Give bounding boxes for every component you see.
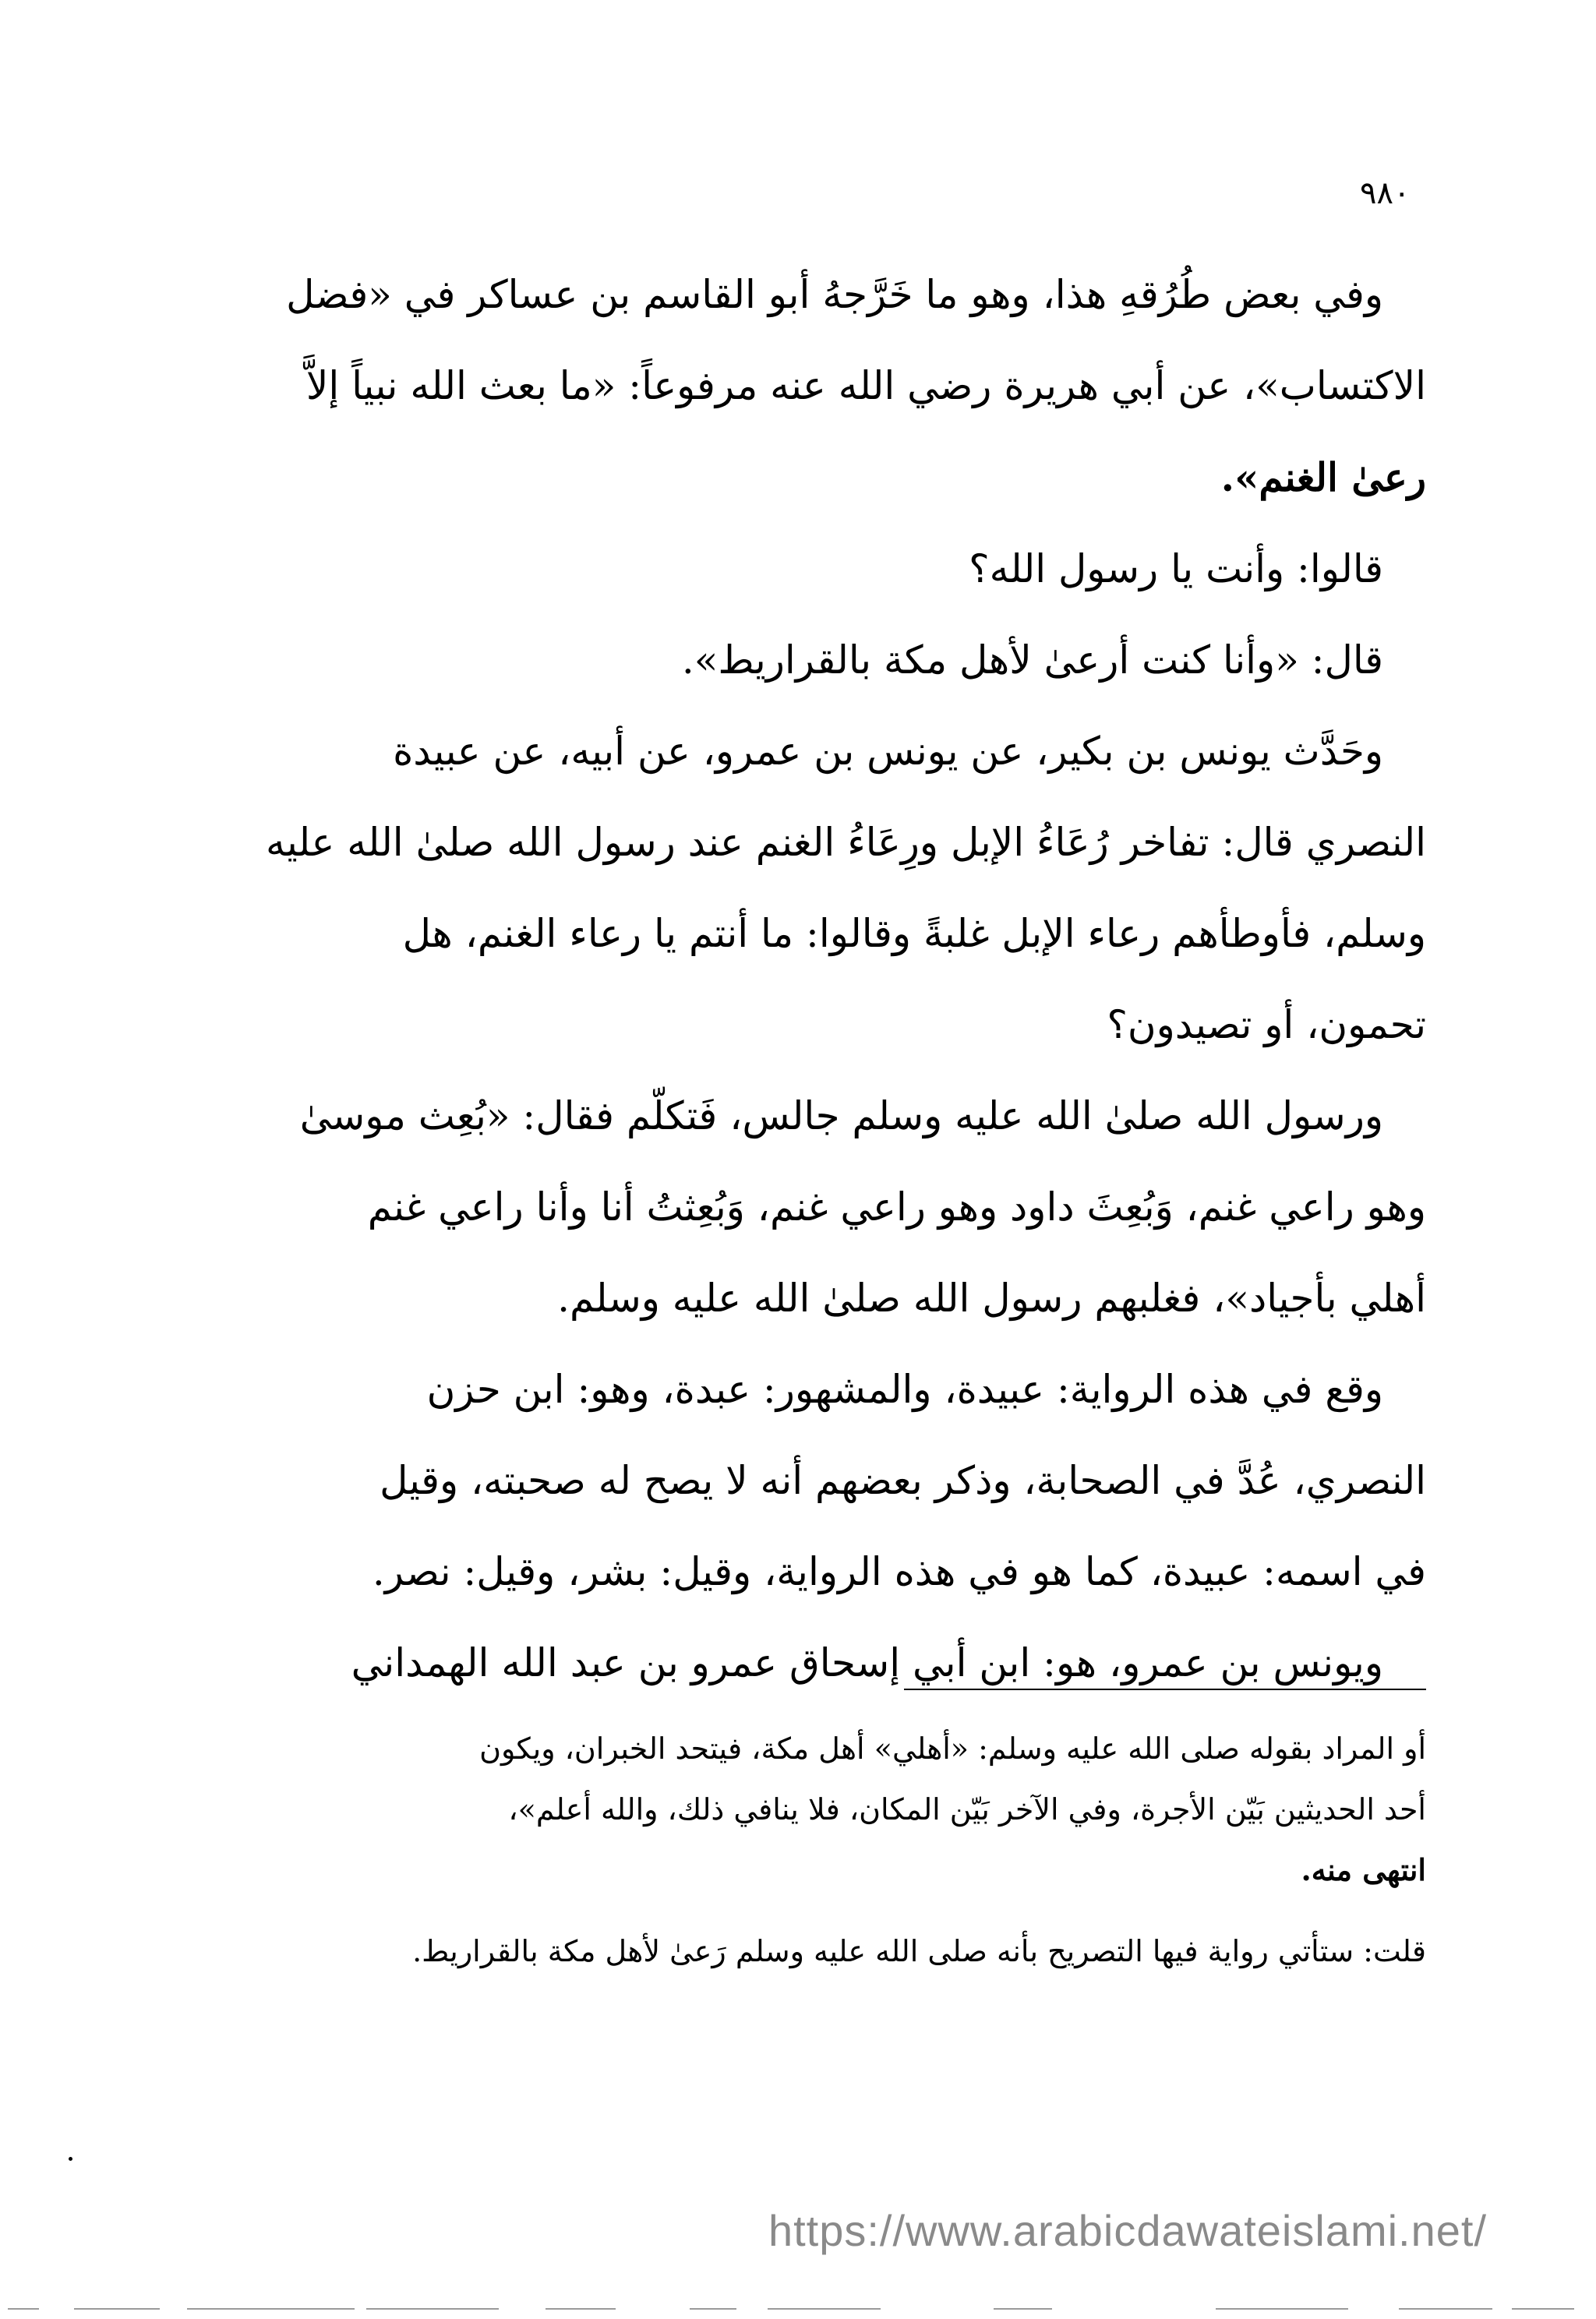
paragraph-3-line-1: قال: «وأنا كنت أرعىٰ لأهل مكة بالقراريط». (681, 637, 1383, 683)
paragraph-5-line-3: أهلي بأجياد»، فغلبهم رسول الله صلىٰ الله عليه وسلم. (557, 1276, 1426, 1321)
paragraph-6-line-2: النصري، عُدَّ في الصحابة، وذكر بعضهم أنه لا يصح له صحبته، وقيل (380, 1458, 1426, 1503)
paragraph-1-line-3: رعىٰ الغنم». (1220, 454, 1426, 500)
watermark-url: https://www.arabicdawateislami.net/ (768, 2206, 1487, 2255)
paragraph-6 (195, 1344, 1426, 1618)
footnote-1-line-2: أحد الحديثين بَيّن الأجرة، وفي الآخر بَيّن المكان، فلا ينافي ذلك، والله أعلم»، (508, 1792, 1426, 1827)
footnote-1 (199, 1718, 1426, 1901)
paragraph-4-line-2: النصري قال: تفاخر رُعَاءُ الإبل ورِعَاءُ الغنم عند رسول الله صلىٰ الله عليه (266, 820, 1426, 865)
paragraph-5-line-1: ورسول الله صلىٰ الله عليه وسلم جالس، فَتكلّم فقال: «بُعِث موسىٰ (299, 1093, 1383, 1138)
footnote-divider (904, 1689, 1426, 1690)
footnote-1-line-1: أو المراد بقوله صلى الله عليه وسلم: «أهلي» أهل مكة، فيتحد الخبران، ويكون (479, 1731, 1426, 1766)
paragraph-1 (195, 249, 1426, 524)
paragraph-2 (195, 524, 1426, 615)
paragraph-4-line-1: وحَدَّث يونس بن بكير، عن يونس بن عمرو، عن أبيه، عن عبيدة (393, 729, 1383, 774)
paragraph-4-line-4: تحمون، أو تصيدون؟ (1107, 1002, 1426, 1047)
paragraph-6-line-1: وقع في هذه الرواية: عبيدة، والمشهور: عبدة، وهو: ابن حزن (426, 1367, 1383, 1412)
paragraph-5-line-2: وهو راعي غنم، وَبُعِثَ داود وهو راعي غنم، وَبُعِثتُ أنا وأنا راعي غنم (367, 1184, 1426, 1230)
paragraph-3 (195, 615, 1426, 706)
paragraph-1-line-1: وفي بعض طُرُقهِ هذا، وهو ما خَرَّجهُ أبو القاسم بن عساكر في «فضل (286, 272, 1383, 317)
paragraph-2-line-1: قالوا: وأنت يا رسول الله؟ (969, 546, 1383, 591)
scan-bottom-edge (0, 2308, 1596, 2313)
page-number: ٩٨٠ (1360, 175, 1411, 211)
paragraph-4 (195, 706, 1426, 1071)
footnote-2-line-1: قلت: ستأتي رواية فيها التصريح بأنه صلى الله عليه وسلم رَعىٰ لأهل مكة بالقراريط. (412, 1934, 1426, 1968)
main-text (195, 249, 1426, 1709)
footnote-2 (199, 1921, 1426, 1982)
paragraph-6-line-3: في اسمه: عبيدة، كما هو في هذه الرواية، وقيل: بشر، وقيل: نصر. (372, 1549, 1426, 1594)
paragraph-5 (195, 1071, 1426, 1344)
paragraph-7 (195, 1618, 1426, 1709)
paragraph-7-line-1: ويونس بن عمرو، هو: ابن أبي إسحاق عمرو بن عبد الله الهمداني (351, 1640, 1383, 1685)
stray-dot (69, 2157, 72, 2161)
paragraph-1-line-2: الاكتساب»، عن أبي هريرة رضي الله عنه مرفوعاً: «ما بعث الله نبياً إلاَّ (305, 363, 1426, 408)
footnotes (199, 1718, 1426, 1982)
paragraph-4-line-3: وسلم، فأوطأهم رعاء الإبل غلبةً وقالوا: ما أنتم يا رعاء الغنم، هل (402, 911, 1426, 956)
footnote-1-line-3: انتهى منه. (1301, 1852, 1426, 1887)
